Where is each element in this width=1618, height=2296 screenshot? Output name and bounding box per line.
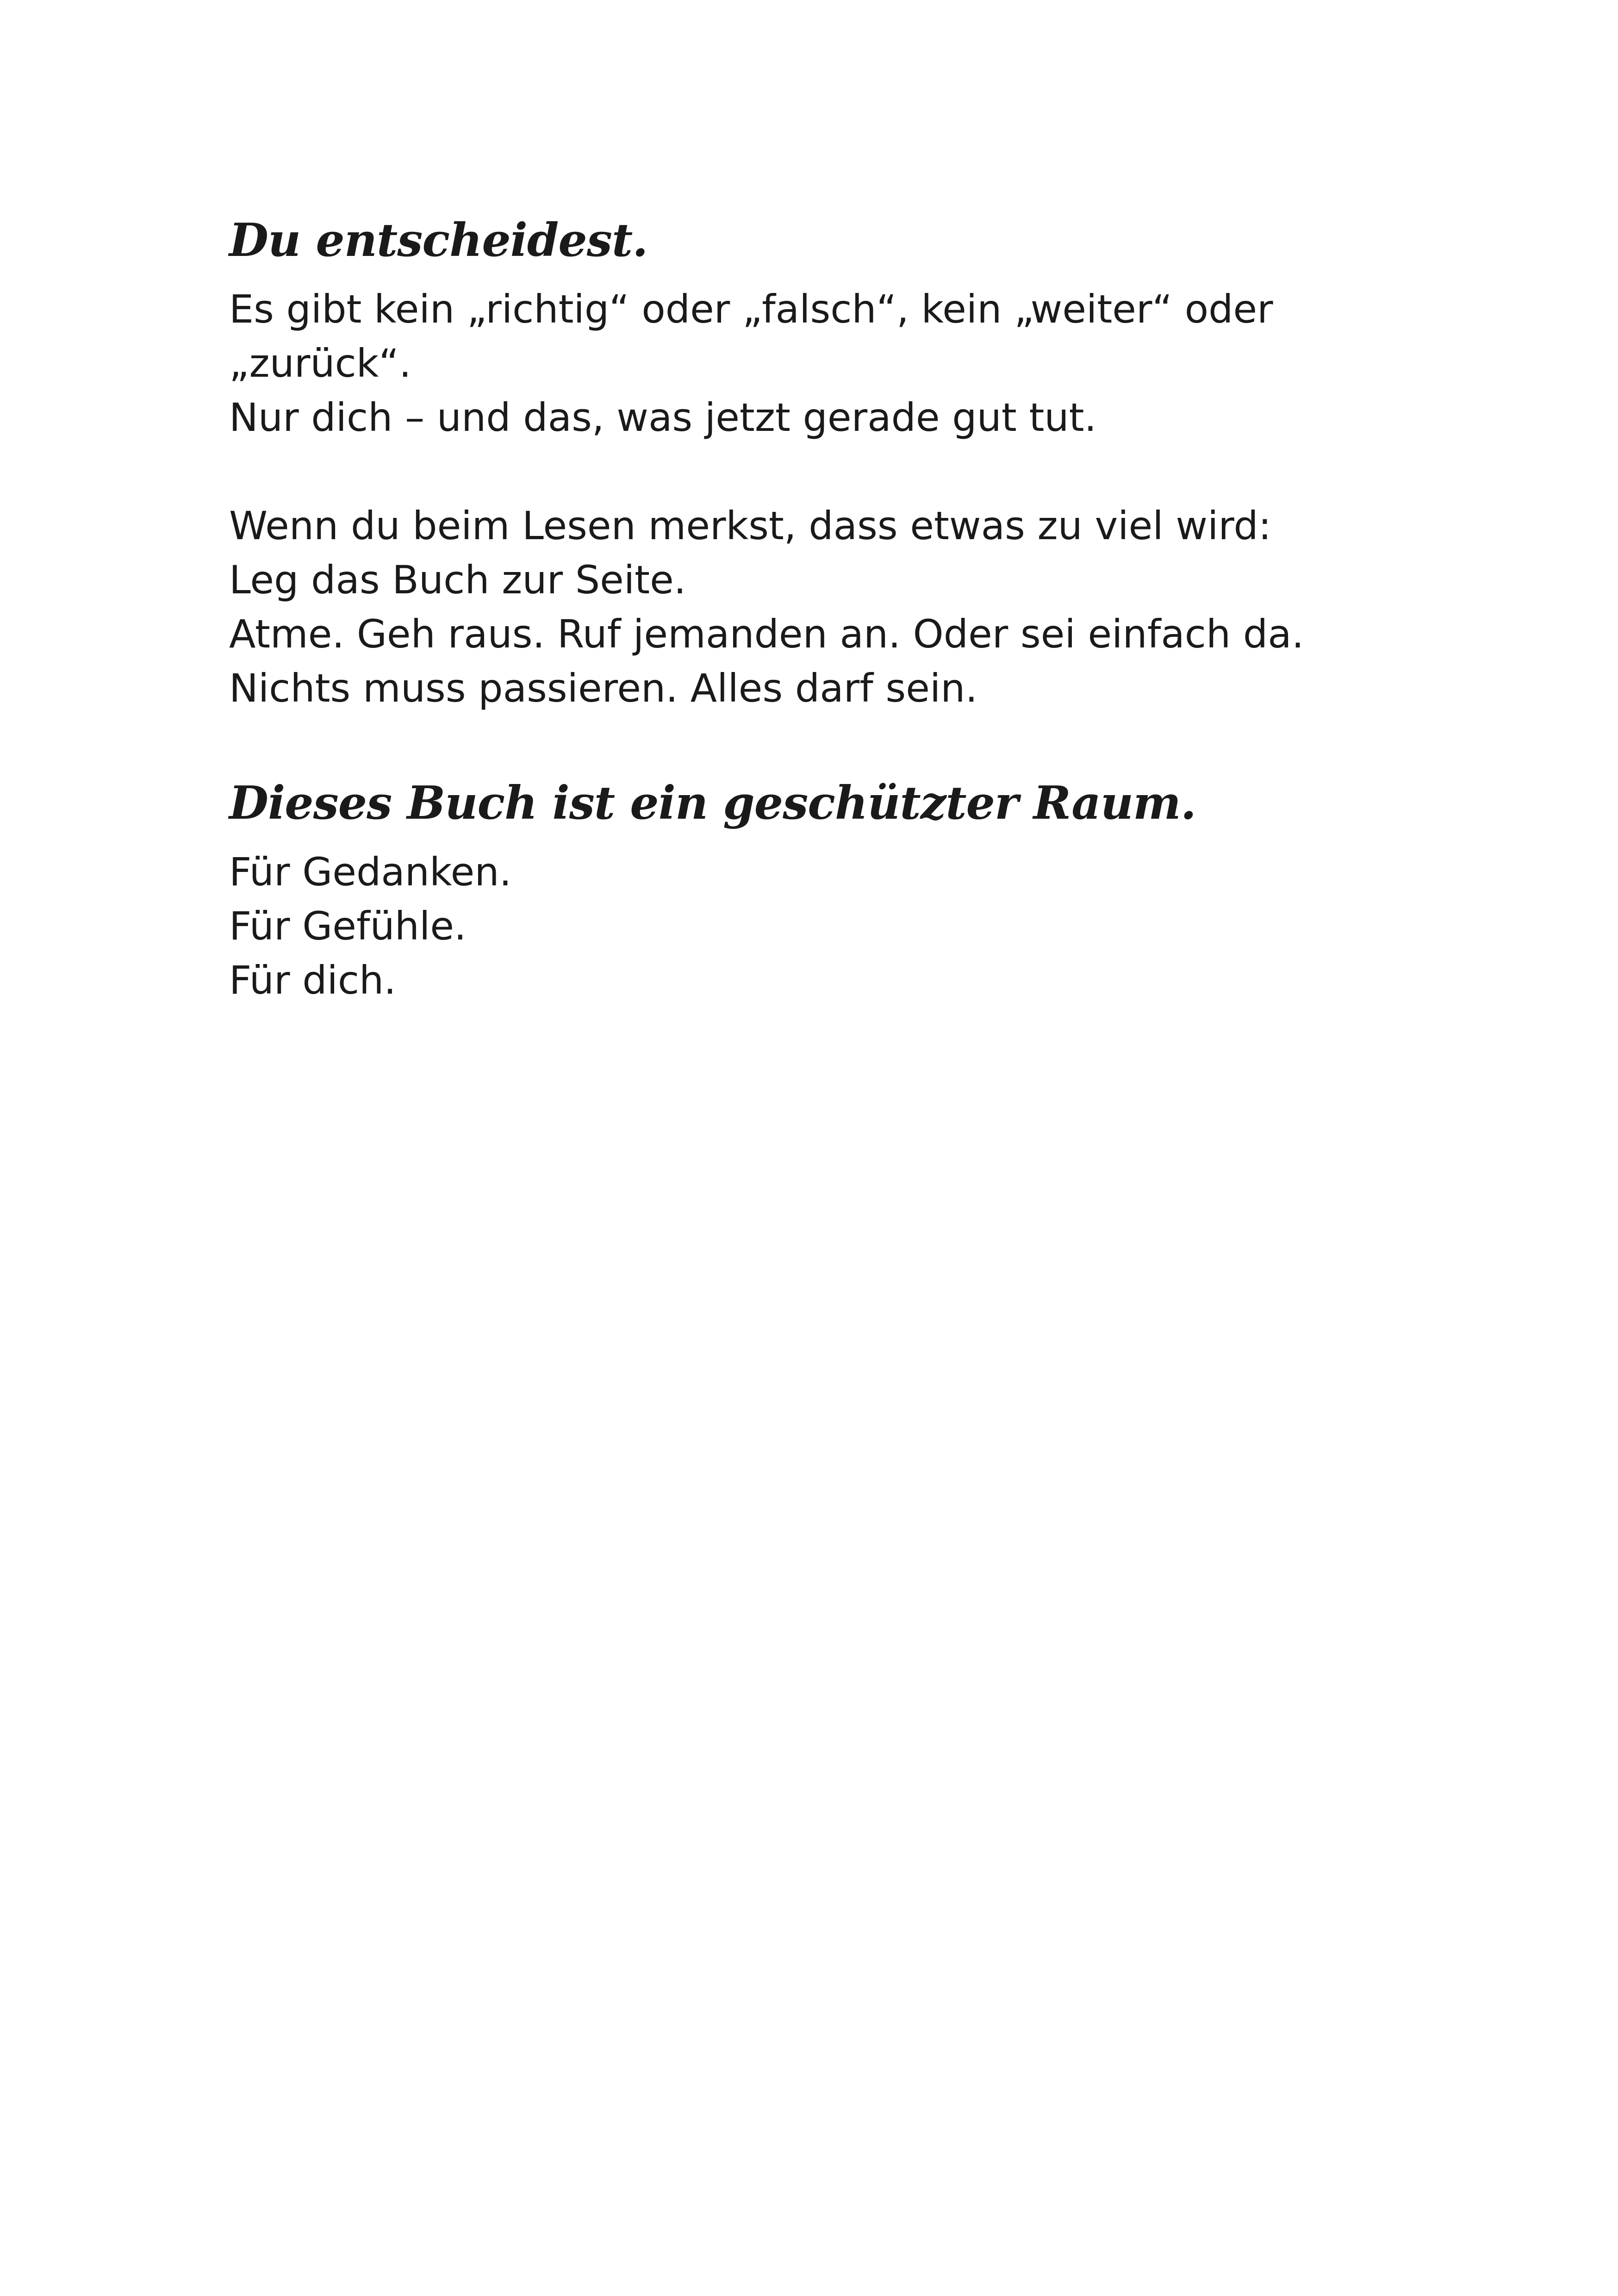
text-line: Für Gefühle. bbox=[229, 903, 467, 949]
paragraph-reading-advice bbox=[229, 499, 1479, 716]
text-line: Atme. Geh raus. Ruf jemanden an. Oder sei einfach da. bbox=[229, 611, 1304, 657]
text-line: Nichts muss passieren. Alles darf sein. bbox=[229, 666, 978, 711]
text-line: Es gibt kein „richtig“ oder „falsch“, kein „weiter“ oder bbox=[229, 286, 1273, 332]
text-line: Für dich. bbox=[229, 958, 396, 1003]
heading-geschuetzter-raum: Dieses Buch ist ein geschützter Raum. bbox=[229, 777, 1196, 830]
text-line: „zurück“. bbox=[229, 341, 411, 386]
text-line: Nur dich – und das, was jetzt gerade gut tut. bbox=[229, 395, 1097, 440]
text-line: Leg das Buch zur Seite. bbox=[229, 557, 686, 603]
paragraph-choices bbox=[229, 282, 1479, 445]
text-line: Wenn du beim Lesen merkst, dass etwas zu viel wird: bbox=[229, 503, 1272, 548]
page-content bbox=[229, 213, 1479, 1008]
text-line: Für Gedanken. bbox=[229, 849, 512, 895]
heading-du-entscheidest: Du entscheidest. bbox=[229, 214, 648, 267]
paragraph-for-you bbox=[229, 845, 1479, 1008]
